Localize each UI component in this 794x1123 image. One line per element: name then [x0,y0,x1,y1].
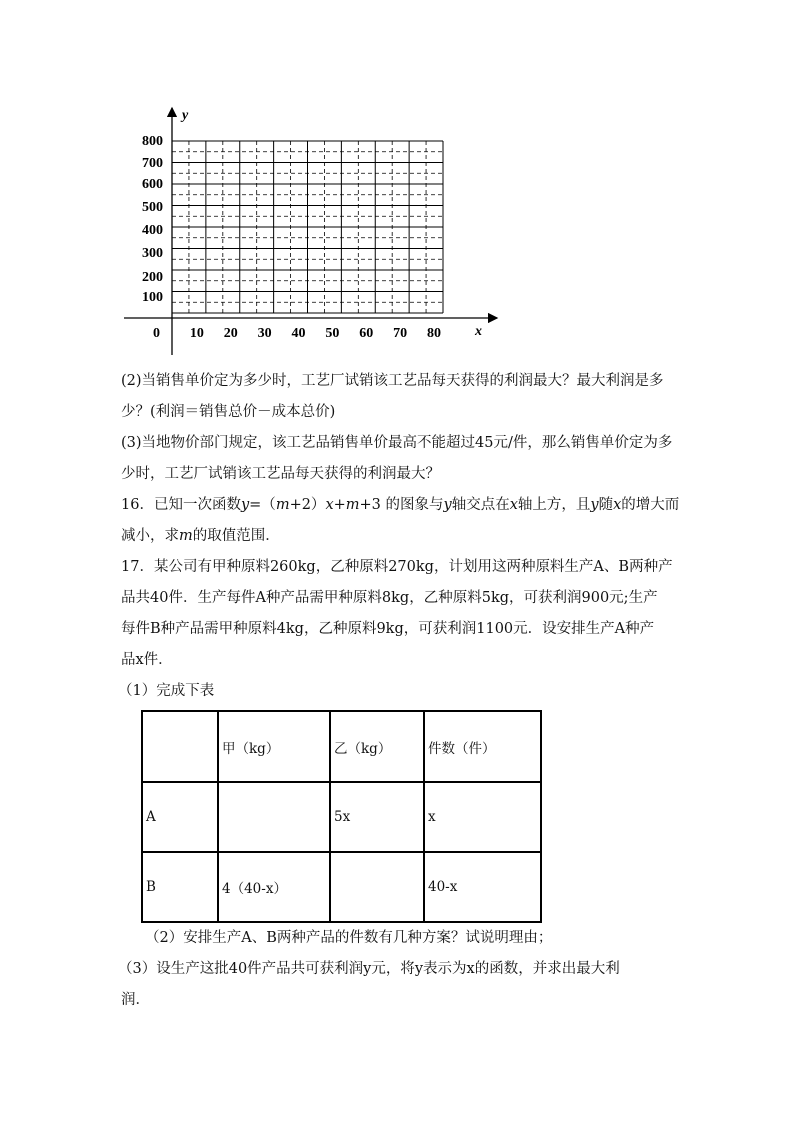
table-cell [218,782,330,852]
materials-table [141,710,542,923]
table-cell: 40-x [424,852,541,922]
y-tick-label: 700 [142,156,163,171]
y-tick-label: 300 [142,246,163,261]
grid-lines [172,141,443,313]
x-tick-label: 70 [393,326,408,341]
table-header-cell [142,711,218,782]
q17-part3-line2: 润． [121,992,150,1008]
x-tick-labels [190,326,441,341]
x-tick-label: 20 [223,326,238,341]
y-tick-label: 400 [142,223,163,238]
y-tick-label: 800 [142,134,163,149]
y-tick-label: 200 [142,270,163,285]
q17-line3: 每件B种产品需甲种原料4kg，乙种原料9kg，可获利润1100元．设安排生产A种产 [121,621,655,637]
table-header-row [142,711,541,782]
table-cell: 4（40-x） [218,852,330,922]
table-header-cell: 乙（kg） [330,711,424,782]
x-tick-label: 80 [427,326,441,341]
y-tick-label: 600 [142,177,163,192]
y-tick-label: 100 [142,290,163,305]
q16-line1: 16．已知一次函数y=（m+2）x+m+3 的图象与y轴交点在x轴上方，且y随x的增大而 [121,497,680,513]
origin-label: 0 [153,326,160,341]
y-tick-label: 500 [142,200,163,215]
table-cell: B [142,852,218,922]
x-tick-label: 10 [189,326,204,341]
q16-line2: 减小，求m的取值范围． [121,528,280,544]
table-cell: x [424,782,541,852]
q15-part3-line1: (3)当地物价部门规定，该工艺品销售单价最高不能超过45元/件，那么销售单价定为多 [121,435,673,451]
y-axis-label: y [182,108,189,123]
q17-part3-line1: （3）设生产这批40件产品共可获利润y元，将y表示为x的函数，并求出最大利 [118,961,620,977]
q17-part1: （1）完成下表 [118,683,215,699]
q17-line4: 品x件． [121,652,173,668]
table-row [142,782,541,852]
q15-part3-line2: 少时，工艺厂试销该工艺品每天获得的利润最大？ [121,466,440,482]
table-cell [330,852,424,922]
x-axis-label: x [475,324,482,339]
table-header-cell: 甲（kg） [218,711,330,782]
x-tick-label: 60 [359,326,374,341]
table-row [142,852,541,922]
x-tick-label: 30 [257,326,272,341]
y-tick-labels [142,134,163,305]
q15-part2-line1: (2)当销售单价定为多少时，工艺厂试销该工艺品每天获得的利润最大？最大利润是多 [121,373,664,389]
q17-line1: 17．某公司有甲种原料260kg，乙种原料270kg，计划用这两种原料生产A、B两种产 [121,559,673,575]
q17-part2: （2）安排生产A、B两种产品的件数有几种方案？试说明理由； [145,930,553,946]
q17-line2: 品共40件．生产每件A种产品需甲种原料8kg，乙种原料5kg，可获利润900元;生产 [121,590,658,606]
table-header-cell: 件数（件） [424,711,541,782]
q15-part2-line2: 少？(利润＝销售总价－成本总价) [121,404,336,420]
table-cell: 5x [330,782,424,852]
x-tick-label: 50 [325,326,340,341]
coordinate-grid-graph [0,0,794,370]
x-tick-label: 40 [291,326,306,341]
table-cell: A [142,782,218,852]
